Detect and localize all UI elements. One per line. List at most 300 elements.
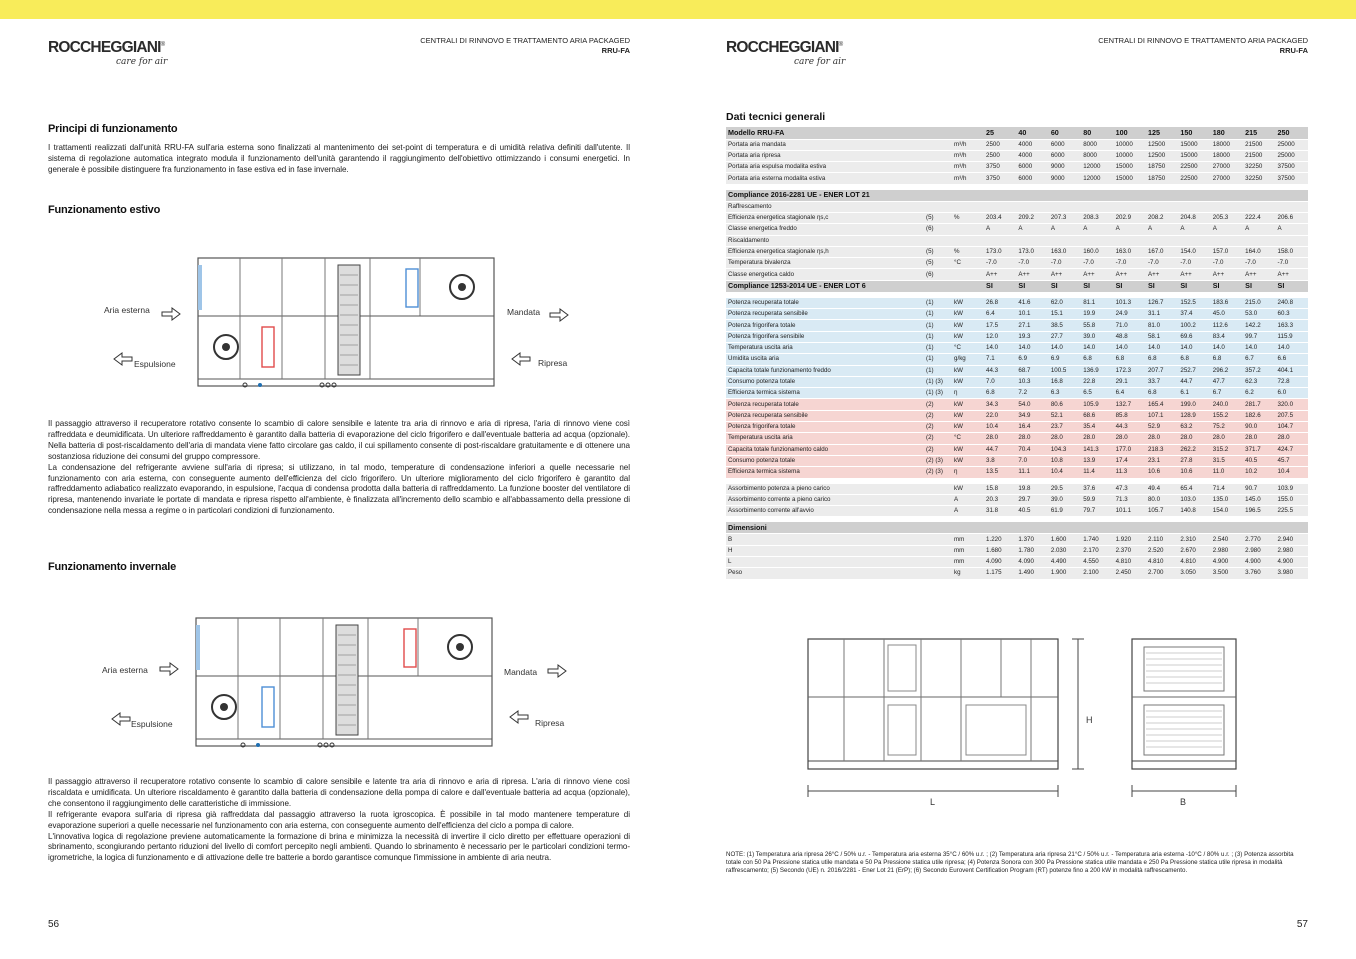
table-cell: kW [952,376,984,387]
table-cell [1243,201,1275,212]
table-cell: 72.8 [1276,376,1308,387]
table-cell [1211,522,1243,534]
table-cell: A++ [1146,269,1178,280]
dim-label-H: H [1086,715,1093,725]
table-cell: 2.980 [1276,545,1308,556]
tech-data-table [726,127,1308,580]
table-cell: 218.3 [1146,444,1178,455]
table-cell: 424.7 [1276,444,1308,455]
table-cell [1146,201,1178,212]
table-cell: A++ [1016,269,1048,280]
table-cell: 23.7 [1049,422,1081,433]
table-cell [924,483,952,494]
table-cell: A++ [1243,269,1275,280]
header-line1-right: CENTRALI DI RINNOVO E TRATTAMENTO ARIA PACKAGED [1098,36,1308,45]
summer-label-return: Ripresa [538,358,568,368]
table-row-label: L [726,557,924,568]
table-cell: kW [952,331,984,342]
table-cell: 1.490 [1016,568,1048,579]
table-cell: 6.1 [1178,388,1210,399]
table-cell [1049,522,1081,534]
table-row-label: H [726,545,924,556]
table-cell: kW [952,297,984,308]
table-cell: 296.2 [1211,365,1243,376]
table-cell: 107.1 [1146,410,1178,421]
table-cell: 28.0 [1049,433,1081,444]
table-cell: 39.0 [1081,331,1113,342]
table-cell: 55.8 [1081,320,1113,331]
table-cell: 14.0 [1243,342,1275,353]
table-cell: 40.5 [1243,455,1275,466]
table-cell: A [1276,224,1308,235]
table-cell: 35.4 [1081,422,1113,433]
table-cell: 28.0 [1146,433,1178,444]
table-cell [924,201,952,212]
table-cell: (5) [924,212,952,223]
table-cell: -7.0 [984,258,1016,269]
table-cell: 7.1 [984,354,1016,365]
table-cell: A [984,224,1016,235]
table-cell: 14.0 [1016,342,1048,353]
table-cell: 28.0 [1081,433,1113,444]
table-cell: 215 [1243,127,1275,139]
summer-label-supply: Mandata [507,307,541,317]
table-cell: (1) [924,297,952,308]
table-cell: 31.8 [984,506,1016,517]
table-cell: A [1146,224,1178,235]
table-cell: 63.2 [1178,422,1210,433]
table-cell: 173.0 [984,246,1016,257]
table-row-label: Classe energetica caldo [726,269,924,280]
table-cell: 180 [1211,127,1243,139]
table-cell [1114,201,1146,212]
table-cell: 207.5 [1276,410,1308,421]
table-cell: 9000 [1049,173,1081,184]
table-cell: 172.3 [1114,365,1146,376]
table-cell: 225.5 [1276,506,1308,517]
table-cell: SI [1146,280,1178,292]
table-cell: (1) [924,365,952,376]
table-row [726,201,1308,212]
table-row-label: Portata aria esterna modalita estiva [726,173,924,184]
table-row-label: B [726,534,924,545]
table-row-label: Temperatura uscita aria [726,433,924,444]
table-cell: 6.8 [1146,388,1178,399]
table-cell [1243,189,1275,201]
table-cell: -7.0 [1243,258,1275,269]
table-cell: (2) [924,399,952,410]
table-cell: 20.3 [984,494,1016,505]
table-cell [1016,522,1048,534]
winter-label-outdoor: Aria esterna [102,665,148,675]
table-cell [924,522,952,534]
table-cell: 262.2 [1178,444,1210,455]
table-row-label: Compliance 1253-2014 UE - ENER LOT 6 [726,280,924,292]
table-cell [924,139,952,150]
table-cell [1211,189,1243,201]
table-cell: 80.0 [1146,494,1178,505]
table-cell [924,150,952,161]
table-cell: 154.0 [1178,246,1210,257]
table-cell: 19.9 [1081,309,1113,320]
table-cell: 47.3 [1114,483,1146,494]
table-cell: 140.8 [1178,506,1210,517]
table-cell: 27000 [1211,173,1243,184]
table-cell: kW [952,320,984,331]
winter-label-exhaust: Espulsione [131,719,173,729]
table-cell: 2.310 [1178,534,1210,545]
table-cell: 320.0 [1276,399,1308,410]
table-cell: 202.9 [1114,212,1146,223]
brand-name: ROCCHEGGIANI® [48,39,165,57]
table-cell: 205.3 [1211,212,1243,223]
table-cell: A++ [1276,269,1308,280]
table-row [726,246,1308,257]
table-cell: 100.5 [1049,365,1081,376]
table-row [726,422,1308,433]
table-cell: 4.550 [1081,557,1113,568]
table-cell [1081,235,1113,246]
table-cell [952,235,984,246]
table-cell: η [952,388,984,399]
table-cell: A++ [1114,269,1146,280]
table-cell: 14.0 [1276,342,1308,353]
table-section-row [726,189,1308,201]
table-cell: 3.050 [1178,568,1210,579]
table-cell: 19.8 [1016,483,1048,494]
brand-logo [48,37,188,77]
table-cell: (2) [924,422,952,433]
table-cell: -7.0 [1211,258,1243,269]
summer-diagram [100,255,580,395]
table-cell: SI [1049,280,1081,292]
table-cell: (2) (3) [924,455,952,466]
table-cell: A++ [1081,269,1113,280]
summer-unit-drawing [100,255,580,395]
table-cell: 44.3 [984,365,1016,376]
table-cell: 10.6 [1178,467,1210,478]
table-cell: 183.6 [1211,297,1243,308]
table-cell: 71.3 [1114,494,1146,505]
table-cell [924,162,952,173]
table-cell: A [1178,224,1210,235]
table-row [726,399,1308,410]
summer-title: Funzionamento estivo [48,204,161,216]
table-cell: 6000 [1016,162,1048,173]
table-cell: 1.680 [984,545,1016,556]
table-cell: 132.7 [1114,399,1146,410]
table-row [726,224,1308,235]
table-cell: 404.1 [1276,365,1308,376]
table-cell: 126.7 [1146,297,1178,308]
table-row [726,258,1308,269]
table-cell: 135.0 [1211,494,1243,505]
table-cell [984,189,1016,201]
table-cell: kW [952,399,984,410]
table-cell: 17.5 [984,320,1016,331]
table-cell: 8000 [1081,150,1113,161]
table-cell: 21500 [1243,150,1275,161]
table-row-label: Efficienza energetica stagionale ηs,h [726,246,924,257]
table-cell: A [952,506,984,517]
table-cell: A [1243,224,1275,235]
table-row-label: Potenza frigorifera sensibile [726,331,924,342]
table-cell: 14.0 [1211,342,1243,353]
dim-label-L: L [930,797,936,807]
table-cell [1081,522,1113,534]
table-cell: SI [1243,280,1275,292]
table-cell: 1.780 [1016,545,1048,556]
table-cell: (1) [924,320,952,331]
table-cell: g/kg [952,354,984,365]
table-cell: 100.2 [1178,320,1210,331]
table-cell: 27000 [1211,162,1243,173]
table-cell: SI [1211,280,1243,292]
table-cell: 4000 [1016,150,1048,161]
table-cell: 6000 [1049,139,1081,150]
table-cell: 10.1 [1016,309,1048,320]
table-cell: 10000 [1114,139,1146,150]
table-cell: 37.6 [1081,483,1113,494]
table-cell: -7.0 [1114,258,1146,269]
table-cell: 22.0 [984,410,1016,421]
summer-text: Il passaggio attraverso il recuperatore rotativo consente lo scambio di calore sensibile e latente tra aria di rinnovo e aria di ripresa, l'aria di rinnovo viene così raffreddata e deumidificata. Un ulteriore raffreddamento è garantito dalla batteria di evaporazione del ciclo frigorifero e dall'eventuale batteria ad acqua (opzionale). Nella batteria di post-riscaldamento dell'aria di mandata viene fatto circolare gas caldo, il cui spillamento consente di post-riscaldare gratuitamente e di ottenere una sostanziosa riduzione dei consumi del gruppo compressore. La condensazione del refrigerante avviene sull'aria di ripresa; si utilizzano, in tal modo, temperature di condensazione inferiori a quelle necessarie nel funzionamento con aria esterna, con conseguente aumento dell'efficienza del ciclo frigorifero. Un ulteriore miglioramento del ciclo frigorifero è garantito dal raffreddamento adiabatico realizzato evaporando, in espulsione, l'acqua di condensa prodotta dalla batteria di raffreddamento. La funzione booster del ventilatore di ripresa, mantenendo invariate le portate di mandata e ripresa rispetto all'ambiente, è finalizzata all'incremento dello scambio e all'abbassamento della pressione di condensazione nella messa a regime o in particolari condizioni di funzionamento. [48,419,630,516]
table-cell: 8000 [1081,139,1113,150]
table-cell: 2.940 [1276,534,1308,545]
table-row-label: Portata aria mandata [726,139,924,150]
table-cell: 173.0 [1016,246,1048,257]
table-cell: 6000 [1016,173,1048,184]
table-row-label: Assorbimento corrente all'avvio [726,506,924,517]
table-cell [952,224,984,235]
table-cell: A++ [1049,269,1081,280]
table-cell: (5) [924,258,952,269]
table-row-label: Modello RRU-FA [726,127,924,139]
table-cell: A [1016,224,1048,235]
table-cell: 1.175 [984,568,1016,579]
table-row-label: Efficienza energetica stagionale ηs,c [726,212,924,223]
table-cell: A++ [1178,269,1210,280]
table-cell: 18750 [1146,162,1178,173]
table-cell: 75.2 [1211,422,1243,433]
dimension-drawing [796,633,1256,813]
table-cell: kW [952,309,984,320]
table-row-label: Umidita uscita aria [726,354,924,365]
table-cell: kW [952,483,984,494]
table-cell: 45.7 [1276,455,1308,466]
table-cell: 68.6 [1081,410,1113,421]
table-row-label: Efficienza termica sistema [726,388,924,399]
table-cell: 71.4 [1211,483,1243,494]
table-cell: °C [952,433,984,444]
header-line2: RRU-FA [601,45,630,55]
table-row-label: Assorbimento potenza a pieno carico [726,483,924,494]
table-cell: 33.7 [1146,376,1178,387]
table-cell: 101.3 [1114,297,1146,308]
table-row [726,557,1308,568]
table-cell: 6.8 [984,388,1016,399]
table-cell [952,269,984,280]
table-cell: (1) [924,342,952,353]
table-cell: 4.900 [1211,557,1243,568]
table-cell: 34.3 [984,399,1016,410]
table-cell: 2.030 [1049,545,1081,556]
table-cell: 48.8 [1114,331,1146,342]
table-cell: 240.0 [1211,399,1243,410]
table-cell: 2500 [984,150,1016,161]
table-cell [952,127,984,139]
table-cell: 2.700 [1146,568,1178,579]
table-cell: 145.0 [1243,494,1275,505]
table-row [726,342,1308,353]
table-row [726,467,1308,478]
table-cell: 54.0 [1016,399,1048,410]
table-cell: 2.110 [1146,534,1178,545]
brand-tagline: care for air [116,57,168,68]
table-cell: kg [952,568,984,579]
table-cell: 60.3 [1276,309,1308,320]
table-cell [924,189,952,201]
table-row-label: Riscaldamento [726,235,924,246]
table-cell [952,189,984,201]
table-section-row [726,522,1308,534]
table-row-label: Assorbimento corrente a pieno carico [726,494,924,505]
table-cell: 3.500 [1211,568,1243,579]
table-row [726,309,1308,320]
table-cell: 31.5 [1211,455,1243,466]
table-row-label: Potenza recuperata totale [726,399,924,410]
table-cell [1276,201,1308,212]
dim-label-B: B [1180,797,1187,807]
table-row [726,331,1308,342]
table-section-row [726,127,1308,139]
table-cell: 14.0 [984,342,1016,353]
table-cell: 4.810 [1146,557,1178,568]
table-cell: 68.7 [1016,365,1048,376]
table-cell: 41.6 [1016,297,1048,308]
table-cell: 6.7 [1211,388,1243,399]
table-cell: 22500 [1178,173,1210,184]
table-cell: (1) [924,331,952,342]
table-cell: 160.0 [1081,246,1113,257]
table-cell: 4.810 [1178,557,1210,568]
table-cell: 2500 [984,139,1016,150]
table-cell: 17.4 [1114,455,1146,466]
table-cell [1243,522,1275,534]
table-row-label: Potenza frigorifera totale [726,320,924,331]
table-cell: 1.920 [1114,534,1146,545]
table-cell: 16.4 [1016,422,1048,433]
table-cell: 7.0 [1016,455,1048,466]
table-cell [1049,201,1081,212]
table-cell: 49.4 [1146,483,1178,494]
table-cell: 6.7 [1243,354,1275,365]
table-cell: 13.5 [984,467,1016,478]
table-cell: 2.450 [1114,568,1146,579]
table-cell: 58.1 [1146,331,1178,342]
table-cell: 103.9 [1276,483,1308,494]
table-cell: 6.4 [984,309,1016,320]
header-line2-right: RRU-FA [1279,45,1308,55]
table-cell [1146,522,1178,534]
table-cell: 2.170 [1081,545,1113,556]
table-cell: 104.7 [1276,422,1308,433]
table-cell: 150 [1178,127,1210,139]
table-cell: 79.7 [1081,506,1113,517]
table-cell: 40.5 [1016,506,1048,517]
table-cell: (2) [924,433,952,444]
table-cell: kW [952,365,984,376]
table-cell: 12500 [1146,139,1178,150]
table-cell: 3750 [984,162,1016,173]
table-row-label: Capacita totale funzionamento caldo [726,444,924,455]
table-cell: SI [984,280,1016,292]
table-cell [924,280,952,292]
table-cell: 167.0 [1146,246,1178,257]
table-cell: 28.0 [1114,433,1146,444]
table-cell: 37500 [1276,162,1308,173]
table-cell: m³/h [952,173,984,184]
table-cell [924,557,952,568]
table-cell: 2.770 [1243,534,1275,545]
table-cell: 6.5 [1081,388,1113,399]
table-cell [1114,522,1146,534]
table-cell: 204.8 [1178,212,1210,223]
table-cell: 10000 [1114,150,1146,161]
table-cell [924,568,952,579]
table-row [726,568,1308,579]
table-row-label: Temperatura bivalenza [726,258,924,269]
table-cell: (6) [924,269,952,280]
table-cell: 154.0 [1211,506,1243,517]
table-row-label: Potenza recuperata totale [726,297,924,308]
table-cell: 31.1 [1146,309,1178,320]
table-cell: 10.4 [1049,467,1081,478]
table-row [726,410,1308,421]
table-row [726,365,1308,376]
table-cell: 6.8 [1114,354,1146,365]
table-cell: 14.0 [1114,342,1146,353]
table-cell: (5) [924,246,952,257]
table-row-label: Efficienza termica sistema [726,467,924,478]
table-row-label: Capacita totale funzionamento freddo [726,365,924,376]
table-cell: 39.0 [1049,494,1081,505]
table-cell: 11.4 [1081,467,1113,478]
table-cell: 3.8 [984,455,1016,466]
table-cell: SI [1081,280,1113,292]
table-cell: 103.0 [1178,494,1210,505]
table-row [726,376,1308,387]
table-cell: A [1049,224,1081,235]
table-cell [1016,189,1048,201]
table-cell: 37500 [1276,173,1308,184]
table-row-label: Potenza recuperata sensibile [726,410,924,421]
table-cell: 207.3 [1049,212,1081,223]
table-cell: 81.1 [1081,297,1113,308]
table-cell [1114,189,1146,201]
table-cell: 196.5 [1243,506,1275,517]
page-number-right: 57 [1296,919,1308,930]
table-cell [1146,235,1178,246]
table-cell: 136.9 [1081,365,1113,376]
table-cell: 29.1 [1114,376,1146,387]
brand-name-right: ROCCHEGGIANI® [726,39,843,57]
table-cell [952,280,984,292]
table-cell: kW [952,455,984,466]
table-cell: 4.490 [1049,557,1081,568]
table-cell: 28.0 [1276,433,1308,444]
table-cell: 203.4 [984,212,1016,223]
